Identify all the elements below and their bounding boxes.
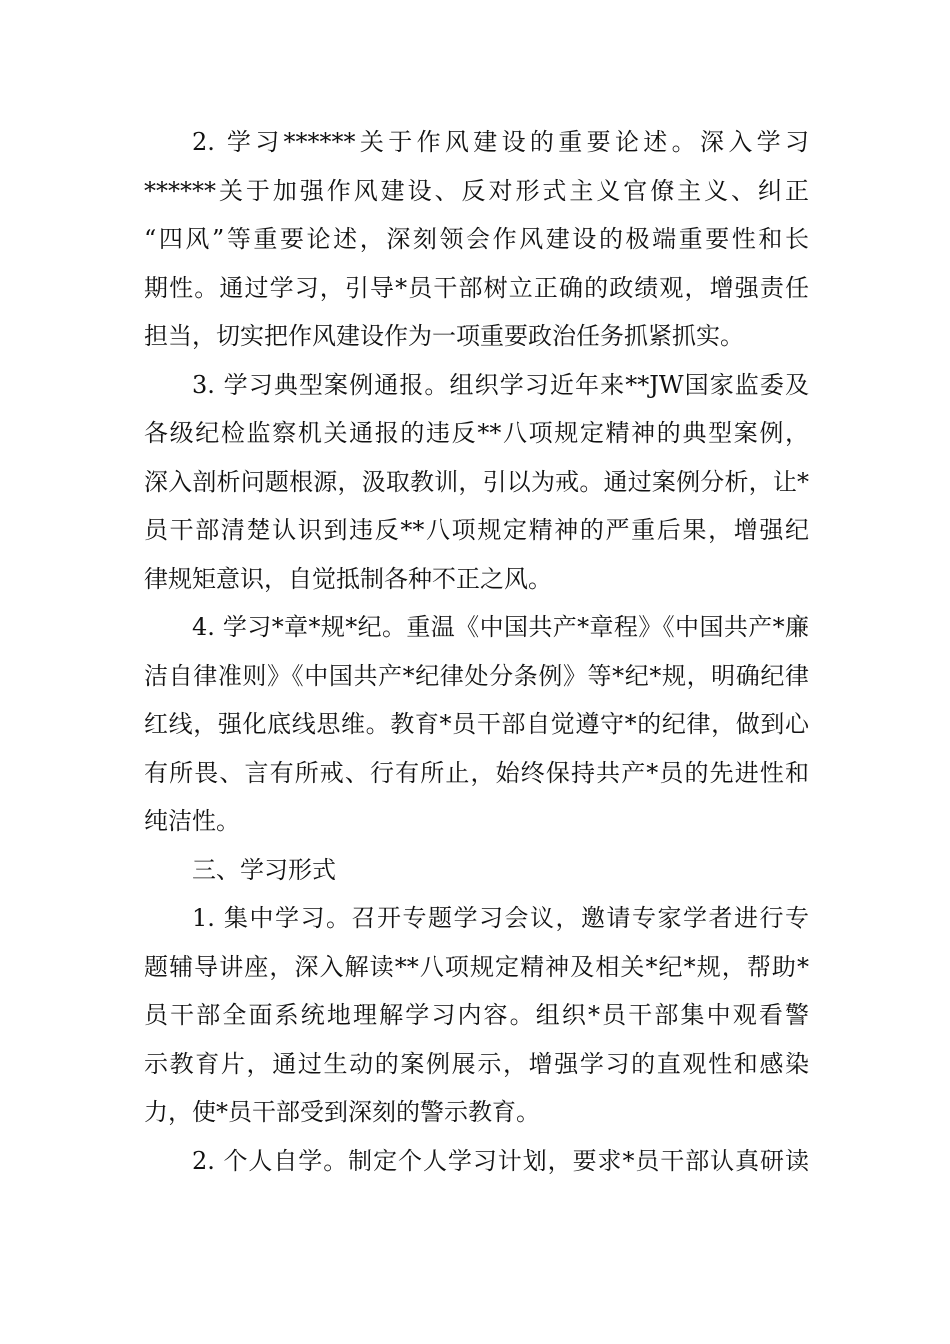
paragraph-3-line-5: 律规矩意识，自觉抵制各种不正之风。 <box>144 564 552 593</box>
paragraph-3-line-2: 各级纪检监察机关通报的违反**八项规定精神的典型案例， <box>144 419 809 447</box>
section-heading-learning-forms: 三、学习形式 <box>192 855 336 884</box>
paragraph-forms-1-line-5: 力，使*员干部受到深刻的警示教育。 <box>144 1098 540 1126</box>
paragraph-forms-2-line-1: 2. 个人自学。制定个人学习计划，要求*员干部认真研读 <box>192 1146 809 1175</box>
paragraph-forms-1-line-2: 题辅导讲座，深入解读**八项规定精神及相关*纪*规，帮助* <box>144 952 809 981</box>
paragraph-forms-1-line-1: 1. 集中学习。召开专题学习会议，邀请专家学者进行专 <box>192 904 809 932</box>
paragraph-forms-1-line-3: 员干部全面系统地理解学习内容。组织*员干部集中观看警 <box>144 1001 809 1029</box>
paragraph-4-line-2: 洁自律准则》《中国共产*纪律处分条例》等*纪*规，明确纪律 <box>144 661 809 690</box>
paragraph-2-line-5: 担当，切实把作风建设作为一项重要政治任务抓紧抓实。 <box>144 322 744 350</box>
paragraph-4-line-5: 纯洁性。 <box>144 807 240 835</box>
document-body <box>144 118 809 1185</box>
paragraph-4-line-3: 红线，强化底线思维。教育*员干部自觉遵守*的纪律，做到心 <box>144 710 809 738</box>
paragraph-2-line-3: “四风”等重要论述，深刻领会作风建设的极端重要性和长 <box>144 225 809 253</box>
paragraph-4-line-4: 有所畏、言有所戒、行有所止，始终保持共产*员的先进性和 <box>144 758 809 787</box>
paragraph-4-line-1: 4. 学习*章*规*纪。重温《中国共产*章程》《中国共产*廉 <box>192 613 809 641</box>
paragraph-2-line-4: 期性。通过学习，引导*员干部树立正确的政绩观，增强责任 <box>144 273 809 302</box>
paragraph-2-line-1: 2. 学习******关于作风建设的重要论述。深入学习 <box>192 128 809 156</box>
paragraph-3-line-3: 深入剖析问题根源，汲取教训，引以为戒。通过案例分析，让* <box>144 467 809 496</box>
paragraph-2-line-2: ******关于加强作风建设、反对形式主义官僚主义、纠正 <box>144 176 809 205</box>
paragraph-3-line-1: 3. 学习典型案例通报。组织学习近年来**JW国家监委及 <box>192 370 809 399</box>
paragraph-forms-1-line-4: 示教育片，通过生动的案例展示，增强学习的直观性和感染 <box>144 1049 809 1078</box>
paragraph-3-line-4: 员干部清楚认识到违反**八项规定精神的严重后果，增强纪 <box>144 516 809 544</box>
